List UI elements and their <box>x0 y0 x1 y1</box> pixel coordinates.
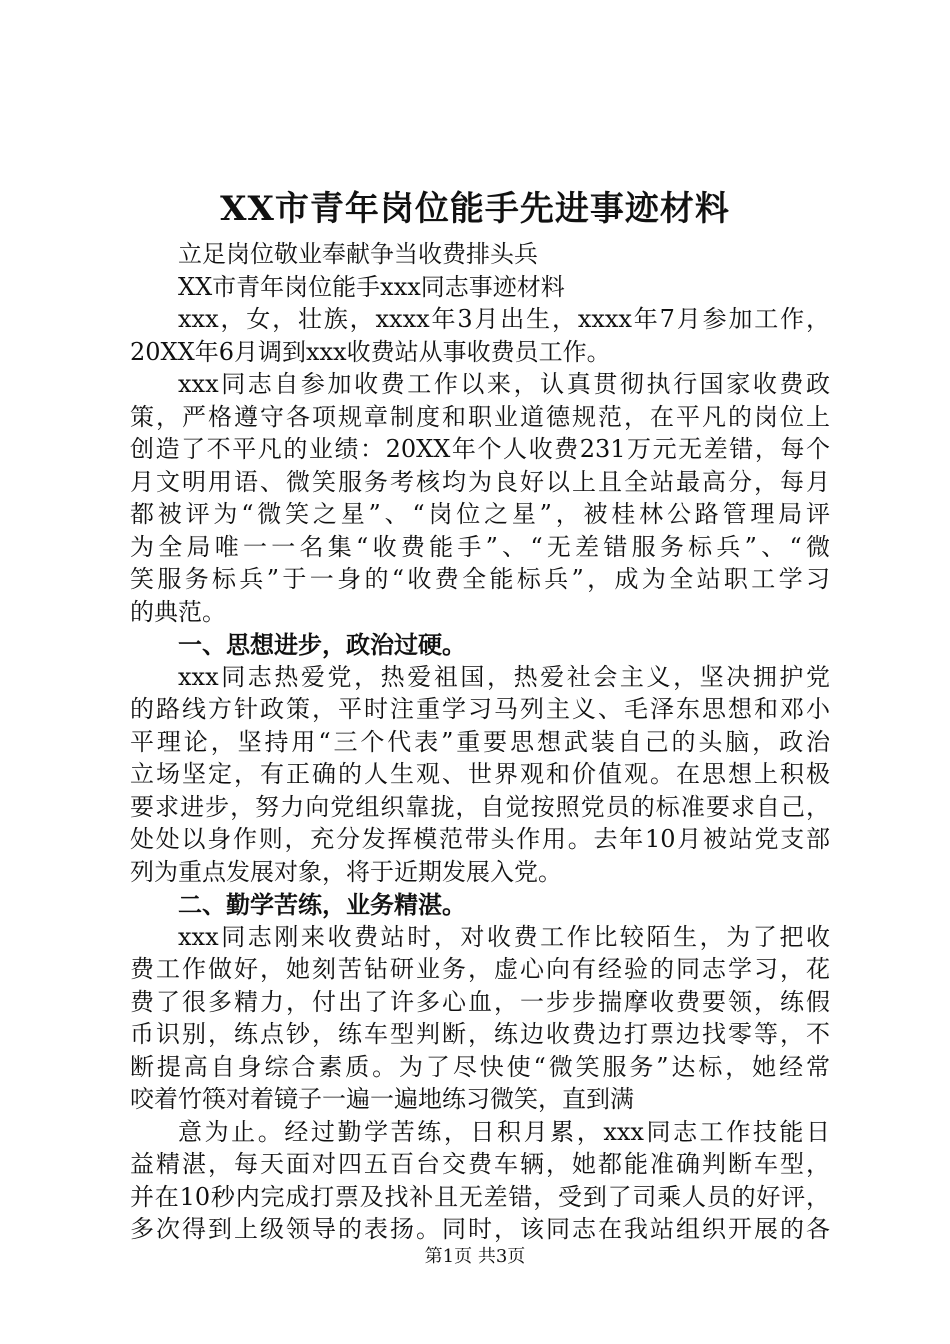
section-heading: 一、思想进步，政治过硬。 <box>178 630 466 659</box>
paragraph-line: 的路线方针政策，平时注重学习马列主义、毛泽东思想和邓小 <box>130 695 830 723</box>
document-title: XX市青年岗位能手先进事迹材料 <box>220 189 730 229</box>
page-footer: 第1页 共3页 <box>424 1246 526 1267</box>
paragraph-line: 处处以身作则，充分发挥模范带头作用。去年10月被站党支部 <box>130 825 830 853</box>
paragraph-line: 费工作做好，她刻苦钻研业务，虚心向有经验的同志学习，花 <box>130 955 830 983</box>
paragraph-line: 要求进步，努力向党组织靠拢，自觉按照党员的标准要求自己， <box>130 793 830 821</box>
paragraph-line: 20XX年6月调到xxx收费站从事收费员工作。 <box>130 338 611 366</box>
paragraph-line: 月文明用语、微笑服务考核均为良好以上且全站最高分，每月 <box>130 468 830 496</box>
paragraph-line: xxx同志热爱党，热爱祖国，热爱社会主义，坚决拥护党 <box>178 663 830 691</box>
paragraph-line: 的典范。 <box>130 598 226 626</box>
paragraph-line: 创造了不平凡的业绩：20XX年个人收费231万元无差错，每个 <box>130 435 830 463</box>
section-heading: 二、勤学苦练，业务精湛。 <box>178 890 466 919</box>
paragraph-line: 立场坚定，有正确的人生观、世界观和价值观。在思想上积极 <box>130 760 830 788</box>
paragraph-line: 益精湛，每天面对四五百台交费车辆，她都能准确判断车型， <box>130 1150 830 1178</box>
paragraph-line: 断提高自身综合素质。为了尽快使“微笑服务”达标，她经常 <box>130 1053 830 1081</box>
paragraph-line: xxx同志刚来收费站时，对收费工作比较陌生，为了把收 <box>178 923 830 951</box>
paragraph-line: 为全局唯一一名集“收费能手”、“无差错服务标兵”、“微 <box>130 533 830 561</box>
subtitle-line: XX市青年岗位能手xxx同志事迹材料 <box>178 273 565 301</box>
paragraph-line: 咬着竹筷对着镜子一遍一遍地练习微笑，直到满 <box>130 1085 634 1113</box>
paragraph-line: 列为重点发展对象，将于近期发展入党。 <box>130 858 562 886</box>
paragraph-line: 策，严格遵守各项规章制度和职业道德规范，在平凡的岗位上 <box>130 403 830 431</box>
paragraph-line: 都被评为“微笑之星”、“岗位之星”，被桂林公路管理局评 <box>130 500 830 528</box>
paragraph-line: xxx同志自参加收费工作以来，认真贯彻执行国家收费政 <box>178 370 830 398</box>
paragraph-line: 笑服务标兵”于一身的“收费全能标兵”，成为全站职工学习 <box>130 565 830 593</box>
paragraph-line: 意为止。经过勤学苦练，日积月累，xxx同志工作技能日 <box>178 1118 830 1146</box>
subtitle-line: 立足岗位敬业奉献争当收费排头兵 <box>178 240 538 268</box>
paragraph-line: 平理论，坚持用“三个代表”重要思想武装自己的头脑，政治 <box>130 728 830 756</box>
paragraph-line: 费了很多精力，付出了许多心血，一步步揣摩收费要领，练假 <box>130 988 830 1016</box>
paragraph-line: 并在10秒内完成打票及找补且无差错，受到了司乘人员的好评， <box>130 1183 830 1211</box>
paragraph-line: 币识别，练点钞，练车型判断，练边收费边打票边找零等，不 <box>130 1020 830 1048</box>
paragraph-line: xxx，女，壮族，xxxx年3月出生，xxxx年7月参加工作， <box>178 305 830 333</box>
paragraph-line: 多次得到上级领导的表扬。同时，该同志在我站组织开展的各 <box>130 1215 830 1243</box>
